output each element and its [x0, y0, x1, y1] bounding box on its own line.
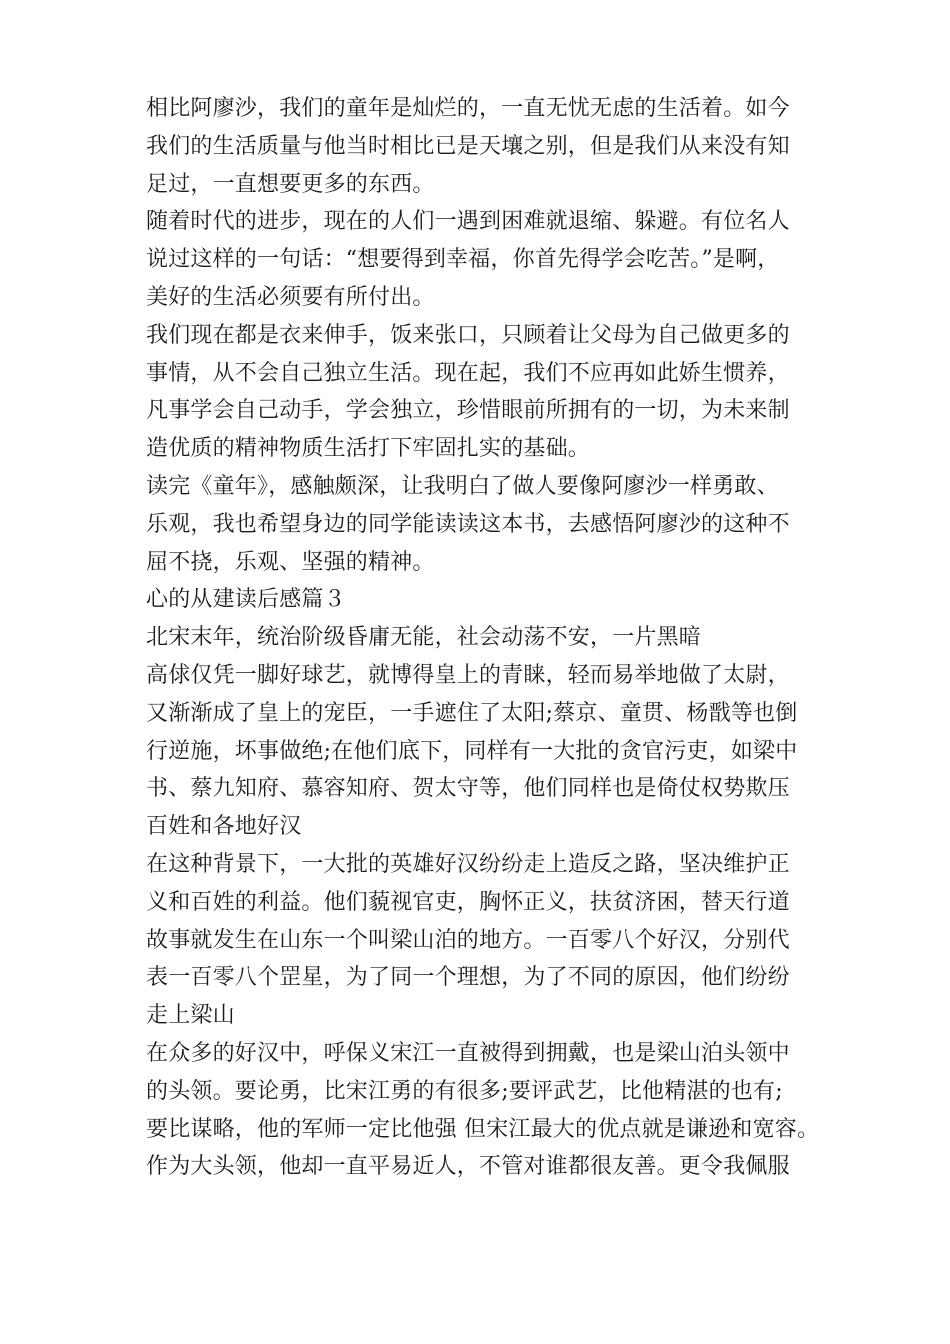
text-line-21: 在这种背景下，一大批的英雄好汉纷纷走上造反之路，坚决维护正: [146, 851, 790, 877]
text-line-12: 乐观，我也希望身边的同学能读读这本书，去感悟阿廖沙的这种不: [146, 511, 790, 537]
text-line-23: 故事就发生在山东一个叫梁山泊的地方。一百零八个好汉，分别代: [146, 927, 790, 953]
text-line-11: 读完《童年》，感触颇深，让我明白了做人要像阿廖沙一样勇敢、: [146, 473, 779, 499]
text-line-27: 的头领。要论勇，比宋江勇的有很多;要评武艺，比他精湛的也有;: [146, 1078, 783, 1104]
text-line-10: 造优质的精神物质生活打下牢固扎实的基础。: [146, 436, 591, 462]
text-line-19: 书、蔡九知府、慕容知府、贺太守等，他们同样也是倚仗权势欺压: [146, 776, 790, 802]
text-line-3: 足过，一直想要更多的东西。: [146, 171, 435, 197]
text-line-2: 我们的生活质量与他当时相比已是天壤之别，但是我们从来没有知: [146, 133, 790, 159]
text-line-1: 相比阿廖沙，我们的童年是灿烂的，一直无忧无虑的生活着。如今: [146, 96, 790, 121]
text-line-5: 说过这样的一句话：“想要得到幸福，你首先得学会吃苦。”是啊，: [146, 247, 780, 273]
text-line-25: 走上梁山: [146, 1003, 235, 1029]
text-line-7: 我们现在都是衣来伸手，饭来张口，只顾着让父母为自己做更多的: [146, 322, 790, 348]
text-line-15: 北宋末年，统治阶级昏庸无能，社会动荡不安，一片黑暗: [146, 625, 702, 651]
text-line-18: 行逆施，坏事做绝;在他们底下，同样有一大批的贪官污吏，如梁中: [146, 738, 798, 764]
document-body: [146, 90, 836, 1186]
text-line-17: 又渐渐成了皇上的宠臣，一手遮住了太阳;蔡京、童贯、杨戬等也倒: [146, 700, 798, 726]
text-line-22: 义和百姓的利益。他们藐视官吏，胸怀正义，扶贫济困，替天行道: [146, 889, 790, 915]
text-line-24: 表一百零八个罡星，为了同一个理想，为了不同的原因，他们纷纷: [146, 965, 790, 991]
text-line-9: 凡事学会自己动手，学会独立，珍惜眼前所拥有的一切，为未来制: [146, 398, 790, 424]
text-line-28: 要比谋略，他的军师一定比他强 但宋江最大的优点就是谦逊和宽容。: [146, 1116, 820, 1142]
text-line-8: 事情，从不会自己独立生活。现在起，我们不应再如此娇生惯养，: [146, 360, 790, 386]
section-heading: 心的从建读后感篇３: [146, 587, 346, 613]
text-line-4: 随着时代的进步，现在的人们一遇到困难就退缩、躲避。有位名人: [146, 209, 790, 235]
text-line-13: 屈不挠，乐观、坚强的精神。: [146, 549, 435, 575]
text-line-29: 作为大头领，他却一直平易近人，不管对谁都很友善。更令我佩服: [146, 1154, 790, 1180]
text-line-16: 高俅仅凭一脚好球艺，就博得皇上的青睐，轻而易举地做了太尉，: [146, 662, 790, 688]
text-line-6: 美好的生活必须要有所付出。: [146, 284, 435, 310]
text-line-26: 在众多的好汉中，呼保义宋江一直被得到拥戴，也是梁山泊头领中: [146, 1040, 790, 1066]
text-line-20: 百姓和各地好汉: [146, 814, 302, 840]
